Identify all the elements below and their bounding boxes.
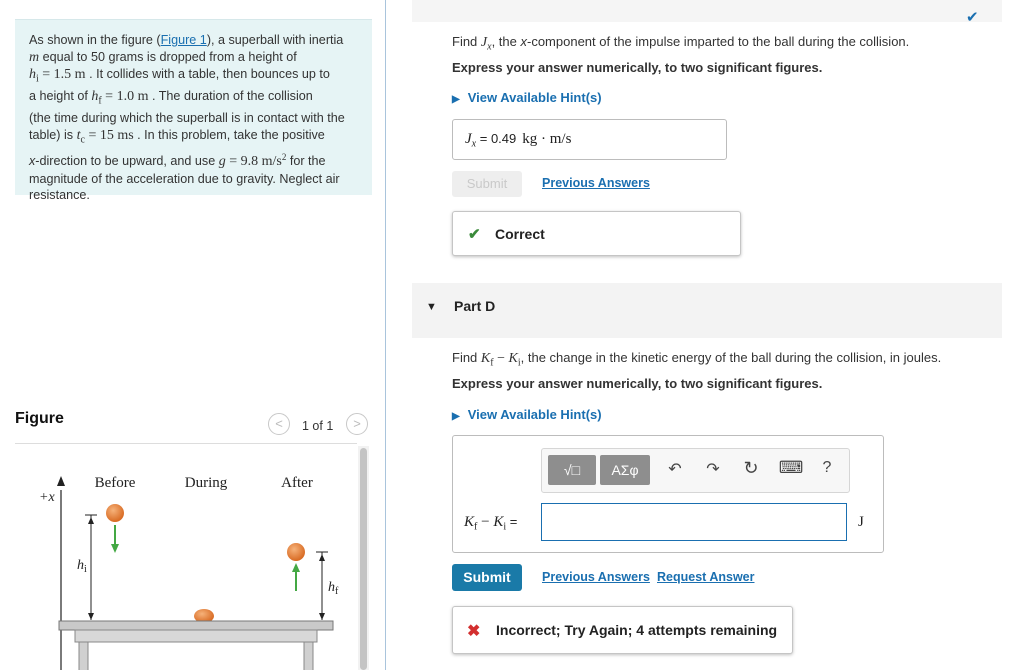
table-top xyxy=(59,621,333,630)
part-d-feedback xyxy=(452,606,793,654)
caret-right-icon: ▶ xyxy=(452,94,460,105)
figure-diagram xyxy=(15,446,357,670)
math-toolbar xyxy=(541,448,850,493)
part-c-feedback-text: Correct xyxy=(495,226,545,242)
part-c-answer-value: 0.49 xyxy=(490,131,517,146)
figure-header-divider xyxy=(15,443,357,444)
undo-button[interactable] xyxy=(664,459,686,479)
figure-link[interactable]: Figure 1 xyxy=(160,33,207,47)
check-icon: ✔ xyxy=(468,226,481,243)
part-c-question: Find $J_x$, the x-component of the impulse imparted to the ball during the collision. xyxy=(452,34,910,53)
keyboard-icon: ⌨ xyxy=(778,458,804,477)
redo-icon: ↷ xyxy=(706,461,720,478)
reset-button[interactable] xyxy=(740,458,762,479)
part-d-header[interactable] xyxy=(412,283,1002,338)
caret-down-icon: ▼ xyxy=(426,301,437,313)
part-c-hints-toggle[interactable]: ▶ View Available Hint(s) xyxy=(452,90,602,105)
table-leg-right xyxy=(304,642,313,670)
x-icon: ✖ xyxy=(467,623,481,640)
figure-prev-button[interactable] xyxy=(268,413,290,435)
label-during: During xyxy=(184,475,228,491)
hf-label: $h_f$ xyxy=(328,580,339,597)
part-d-title: Part D xyxy=(454,298,496,314)
figure-title: Figure xyxy=(15,410,64,427)
part-c-answer: $J_x = 0.49$ kg · m/s xyxy=(465,131,572,150)
chevron-left-icon: < xyxy=(275,416,283,431)
part-d-input-label: $K_f - K_i$ = xyxy=(464,514,518,533)
part-d-answer-input[interactable] xyxy=(541,503,847,541)
part-c-submit-button[interactable]: Submit xyxy=(452,171,522,197)
figure-next-button[interactable] xyxy=(346,413,368,435)
request-answer-link[interactable]: Request Answer xyxy=(657,570,755,584)
undo-icon: ↶ xyxy=(668,461,682,478)
ball-after xyxy=(287,543,305,561)
part-c-header-bar xyxy=(412,0,1002,22)
help-button[interactable] xyxy=(818,459,836,477)
completed-check-icon: ✔ xyxy=(966,9,979,26)
label-before: Before xyxy=(94,475,136,491)
greek-letters-icon: ΑΣφ xyxy=(611,462,639,478)
help-icon: ? xyxy=(822,459,832,476)
keyboard-button[interactable] xyxy=(778,458,804,478)
x-axis-arrowhead xyxy=(57,476,65,486)
ball-before xyxy=(106,504,124,522)
part-d-feedback-text: Incorrect; Try Again; 4 attempts remaining xyxy=(496,622,778,638)
figure-count: 1 of 1 xyxy=(302,419,334,433)
fraction-sqrt-icon: √□ xyxy=(563,462,581,478)
panel-divider xyxy=(385,0,386,670)
part-d-answer-panel xyxy=(452,435,884,553)
part-d-previous-answers-link[interactable]: Previous Answers xyxy=(542,570,650,584)
label-after: After xyxy=(281,475,313,491)
part-d-instruction: Express your answer numerically, to two significant figures. xyxy=(452,376,823,391)
caret-right-icon: ▶ xyxy=(452,411,460,422)
part-c-instruction: Express your answer numerically, to two significant figures. xyxy=(452,60,823,75)
figure-scrollbar-thumb[interactable] xyxy=(360,448,367,670)
redo-button[interactable] xyxy=(702,459,724,479)
greek-symbols-button[interactable] xyxy=(600,455,650,485)
axis-label: +x xyxy=(39,490,55,505)
table-apron xyxy=(75,630,317,642)
part-d-question: Find $K_f - K_i$, the change in the kinetic energy of the ball during the collision, in joules. xyxy=(452,350,942,369)
chevron-right-icon: > xyxy=(353,416,361,431)
reset-icon: ↻ xyxy=(743,458,759,478)
part-d-submit-button[interactable]: Submit xyxy=(452,564,522,591)
part-d-hints-toggle[interactable]: ▶ View Available Hint(s) xyxy=(452,407,602,422)
part-c-answer-box xyxy=(452,119,727,160)
part-d-unit: J xyxy=(858,514,864,530)
problem-statement: As shown in the figure (Figure 1), a superball with inertia m equal to 50 grams is dropped from a height of $h_i = 1.5$ m . It collides with a table, then bounces up to a height of $h_f = 1.0$ m . The duration of the collision (the time during which the superball is in contact with the table) is $t_c = 15$ ms . In this problem, take the positive x-direction to be upward, and use g = 9.8 $m/s^2$ for the magnitude of the acceleration due to gravity. Neglect air resistance. xyxy=(15,19,372,195)
template-button[interactable] xyxy=(548,455,596,485)
table-leg-left xyxy=(79,642,88,670)
part-c-feedback xyxy=(452,211,741,256)
hi-label: $h_i$ xyxy=(77,558,87,575)
part-c-previous-answers-link[interactable]: Previous Answers xyxy=(542,176,650,190)
